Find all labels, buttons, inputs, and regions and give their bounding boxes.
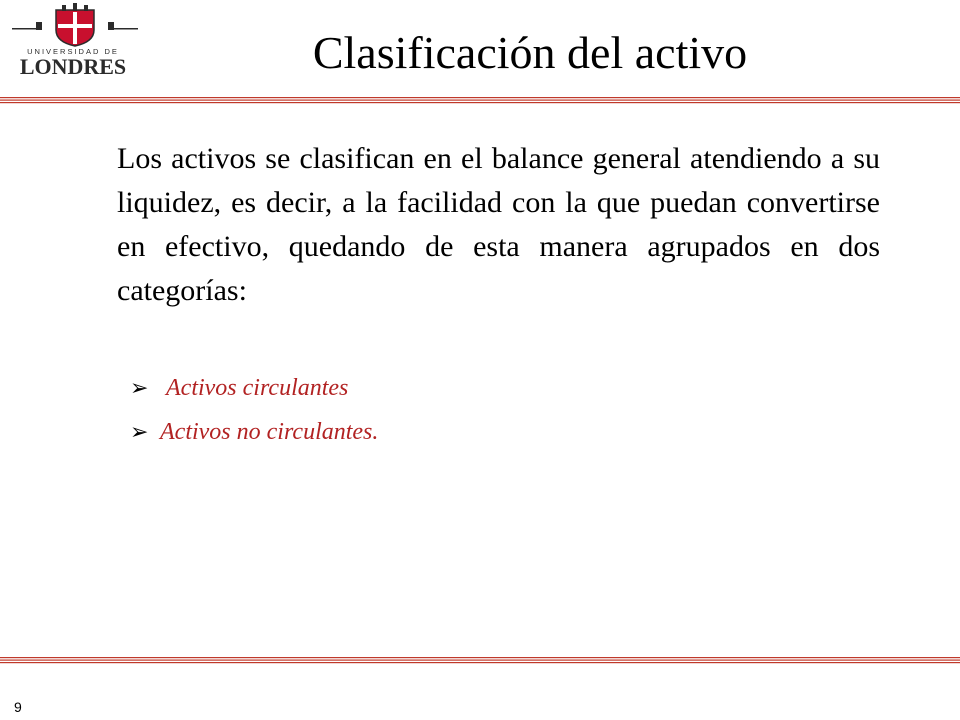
bullet-item	[130, 366, 830, 410]
arrowhead-bullet-icon: ➢	[130, 419, 149, 444]
bullet-item	[130, 410, 830, 454]
page-number: 9	[14, 699, 22, 715]
slide-paragraph: Los activos se clasifican en el balance general atendiendo a su liquidez, es decir, a la facilidad con la que puedan convertirse en efectivo, quedando de esta manera agrupados en dos categorías:	[117, 142, 880, 307]
crest-icon	[0, 0, 150, 50]
logo-university-text: UNIVERSIDAD DE	[27, 47, 119, 56]
bullet-text: Activos no circulantes.	[160, 418, 379, 445]
arrowhead-bullet-icon: ➢	[130, 375, 149, 400]
university-logo	[0, 0, 150, 96]
slide-title: Clasificación del activo	[312, 27, 748, 78]
bullet-text: Activos circulantes	[166, 374, 349, 401]
top-divider	[0, 96, 960, 106]
bullet-list	[130, 366, 830, 454]
logo-city-text: LONDRES	[19, 54, 127, 79]
bottom-divider	[0, 656, 960, 666]
